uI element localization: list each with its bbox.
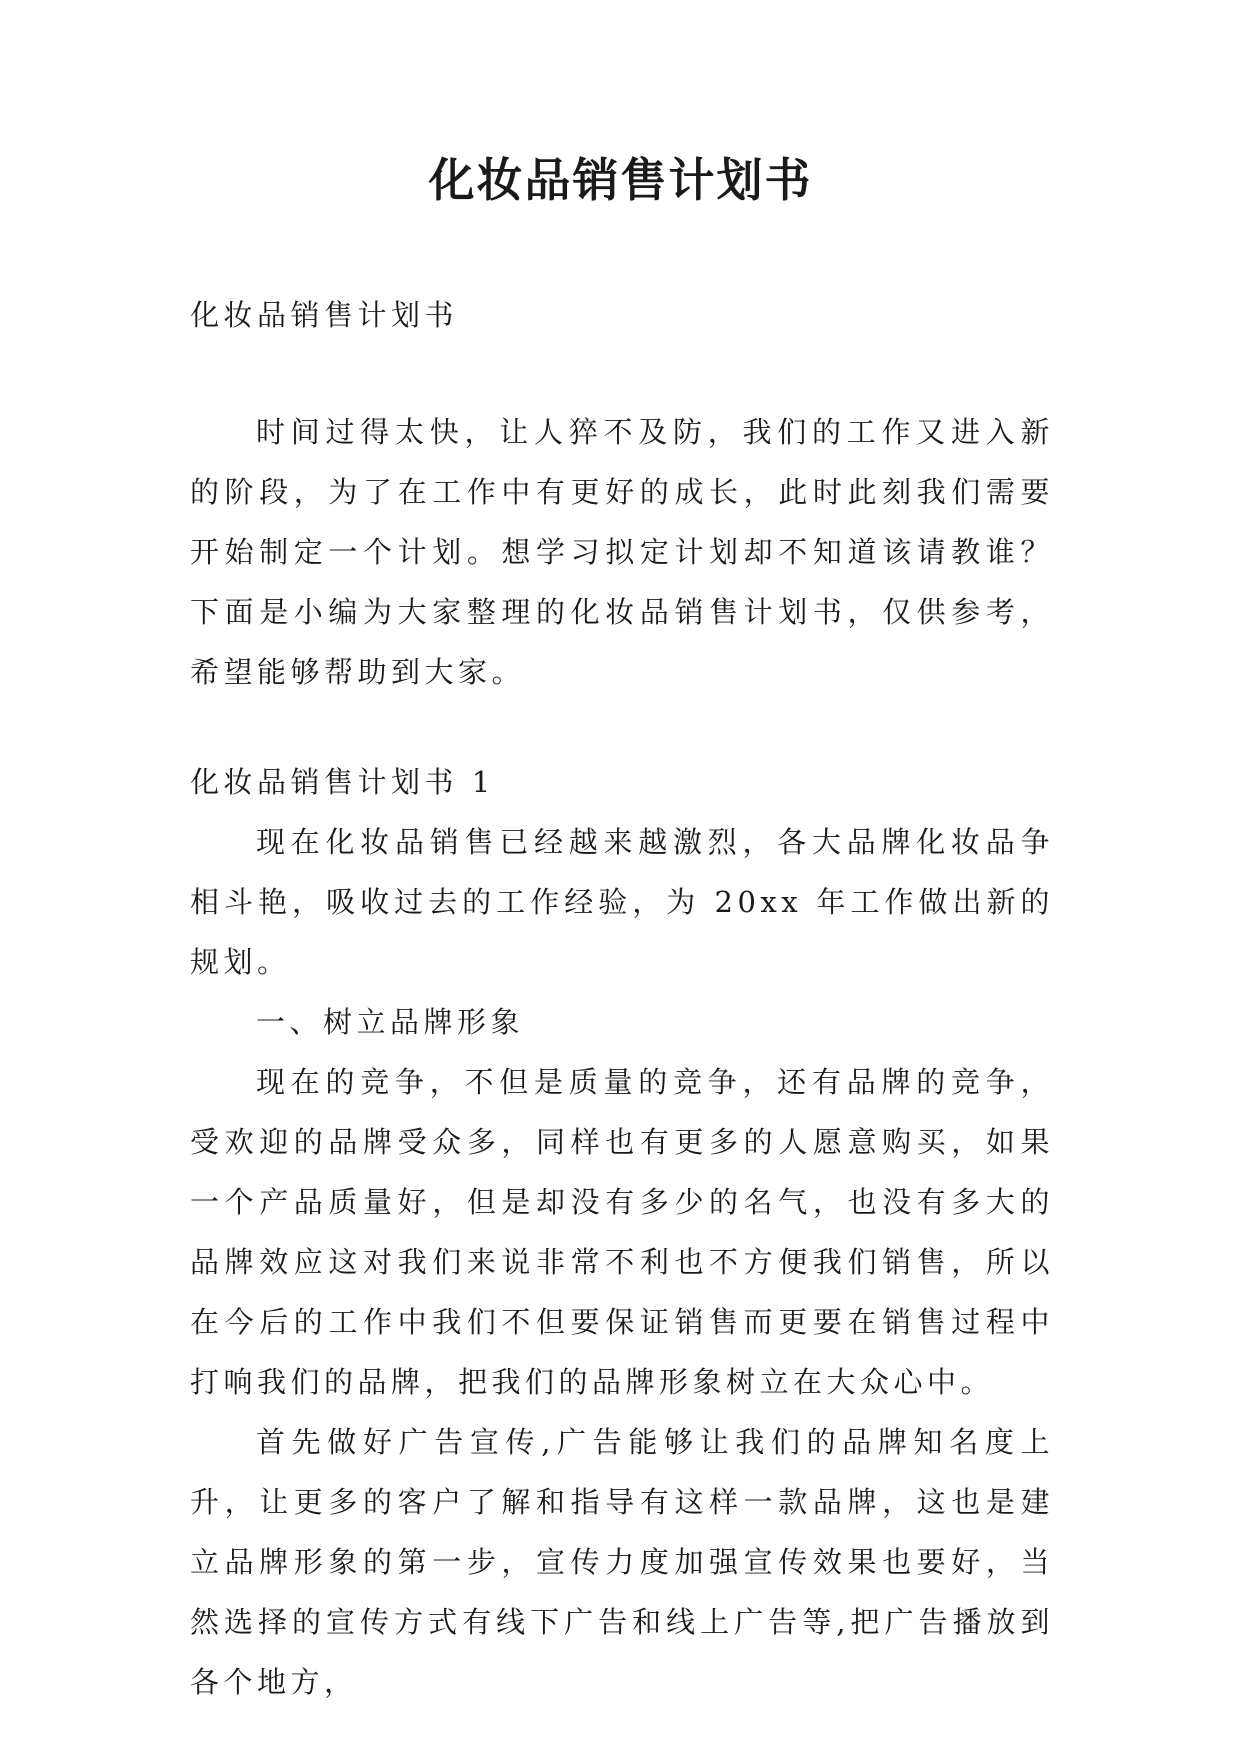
document-title: 化妆品销售计划书 (428, 153, 813, 207)
intro-paragraph: 时间过得太快，让人猝不及防，我们的工作又进入新的阶段，为了在工作中有更好的成长，此时此刻我们需要开始制定一个计划。想学习拟定计划却不知道该请教谁？下面是小编为大家整理的化妆品销售计划书，仅供参考，希望能够帮助到大家。 (190, 415, 1054, 689)
document-subtitle: 化妆品销售计划书 (190, 298, 459, 332)
section-heading: 化妆品销售计划书 1 (190, 765, 495, 799)
paragraph-advertising: 首先做好广告宣传,广告能够让我们的品牌知名度上升，让更多的客户了解和指导有这样一款品牌，这也是建立品牌形象的第一步，宣传力度加强宣传效果也要好，当然选择的宣传方式有线下广告和线上广告等,把广告播放到各个地方， (190, 1425, 1054, 1699)
paragraph-competition: 现在的竞争，不但是质量的竞争，还有品牌的竞争，受欢迎的品牌受众多，同样也有更多的人愿意购买，如果一个产品质量好，但是却没有多少的名气，也没有多大的品牌效应这对我们来说非常不利也不方便我们销售，所以在今后的工作中我们不但要保证销售而更要在销售过程中打响我们的品牌，把我们的品牌形象树立在大众心中。 (190, 1065, 1054, 1399)
paragraph-market: 现在化妆品销售已经越来越激烈，各大品牌化妆品争相斗艳，吸收过去的工作经验，为 20xx 年工作做出新的规划。 (190, 825, 1054, 979)
item-heading-brand-image: 一、树立品牌形象 (256, 1005, 525, 1039)
section-body (190, 812, 1054, 1712)
